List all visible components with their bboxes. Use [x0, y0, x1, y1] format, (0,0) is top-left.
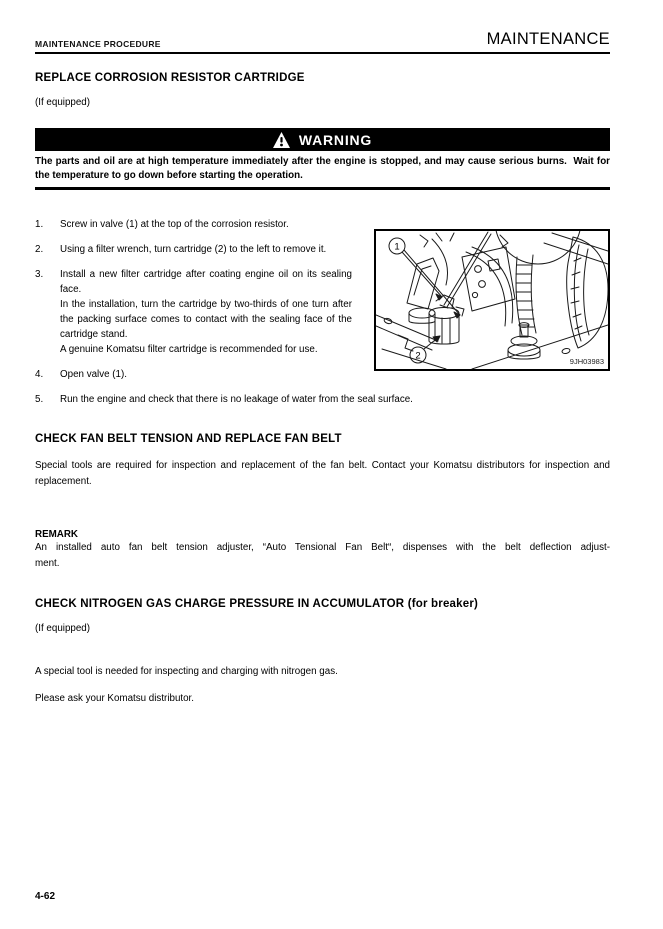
step-number: 2.: [35, 244, 44, 255]
callout-2-label: 2: [415, 350, 421, 362]
step-text: A genuine Komatsu filter cartridge is recommended for use.: [60, 344, 318, 355]
figure-code: 9JH03983: [569, 357, 604, 366]
if-equipped-note: (If equipped): [35, 97, 91, 108]
divider-rule: [35, 187, 610, 190]
section-title-corrosion: REPLACE CORROSION RESISTOR CARTRIDGE: [35, 72, 305, 84]
step-number: 1.: [35, 219, 44, 230]
callout-1-label: 1: [394, 241, 400, 253]
header-right-label: MAINTENANCE: [486, 30, 610, 48]
section-title-nitrogen: CHECK NITROGEN GAS CHARGE PRESSURE IN ACCUMULATOR (for breaker): [35, 598, 479, 610]
fan-belt-body: Special tools are required for inspection and replacement of the fan belt. Contact your Komatsu distributors for inspection and replacement.: [35, 460, 610, 487]
header-left-label: MAINTENANCE PROCEDURE: [35, 39, 161, 49]
procedure-steps: [35, 217, 610, 407]
remark-text-line1: An installed auto fan belt tension adjuster, “Auto Tensional Fan Belt“, dispenses with the belt deflection adjust-: [35, 542, 610, 553]
page-number: 4-62: [35, 891, 56, 902]
step-text: Screw in valve (1) at the top of the corrosion resistor.: [60, 219, 289, 230]
warning-label: WARNING: [298, 131, 373, 148]
warning-text: The parts and oil are at high temperature immediately after the engine is stopped, and may cause serious burns. Wait for the temperature to go down before starting the operation.: [35, 156, 610, 181]
remark-label: REMARK: [35, 529, 78, 540]
step-item: [35, 392, 610, 407]
warning-triangle-icon: [273, 132, 290, 148]
nitrogen-body-1: A special tool is needed for inspecting and charging with nitrogen gas.: [35, 666, 338, 677]
step-number: 5.: [35, 394, 44, 405]
step-number: 3.: [35, 269, 44, 280]
step-text: Open valve (1).: [60, 369, 127, 380]
step-number: 4.: [35, 369, 44, 380]
section-title-fan-belt: CHECK FAN BELT TENSION AND REPLACE FAN BELT: [35, 433, 342, 445]
warning-banner: [35, 128, 610, 151]
engine-illustration: [374, 229, 610, 371]
step-text: Install a new filter cartridge after coating engine oil on its sealing face.: [60, 269, 352, 295]
nitrogen-body-2: Please ask your Komatsu distributor.: [35, 692, 195, 704]
page-header: [35, 0, 610, 54]
step-text: Run the engine and check that there is no leakage of water from the seal surface.: [60, 394, 413, 405]
remark-text-line2: ment.: [35, 557, 60, 569]
if-equipped-note-2: (If equipped): [35, 623, 91, 634]
step-text: In the installation, turn the cartridge by two-thirds of one turn after the packing surface comes to contact with the sealing face of the cartridge stand.: [60, 299, 352, 340]
step-text: Using a filter wrench, turn cartridge (2) to the left to remove it.: [60, 244, 327, 255]
